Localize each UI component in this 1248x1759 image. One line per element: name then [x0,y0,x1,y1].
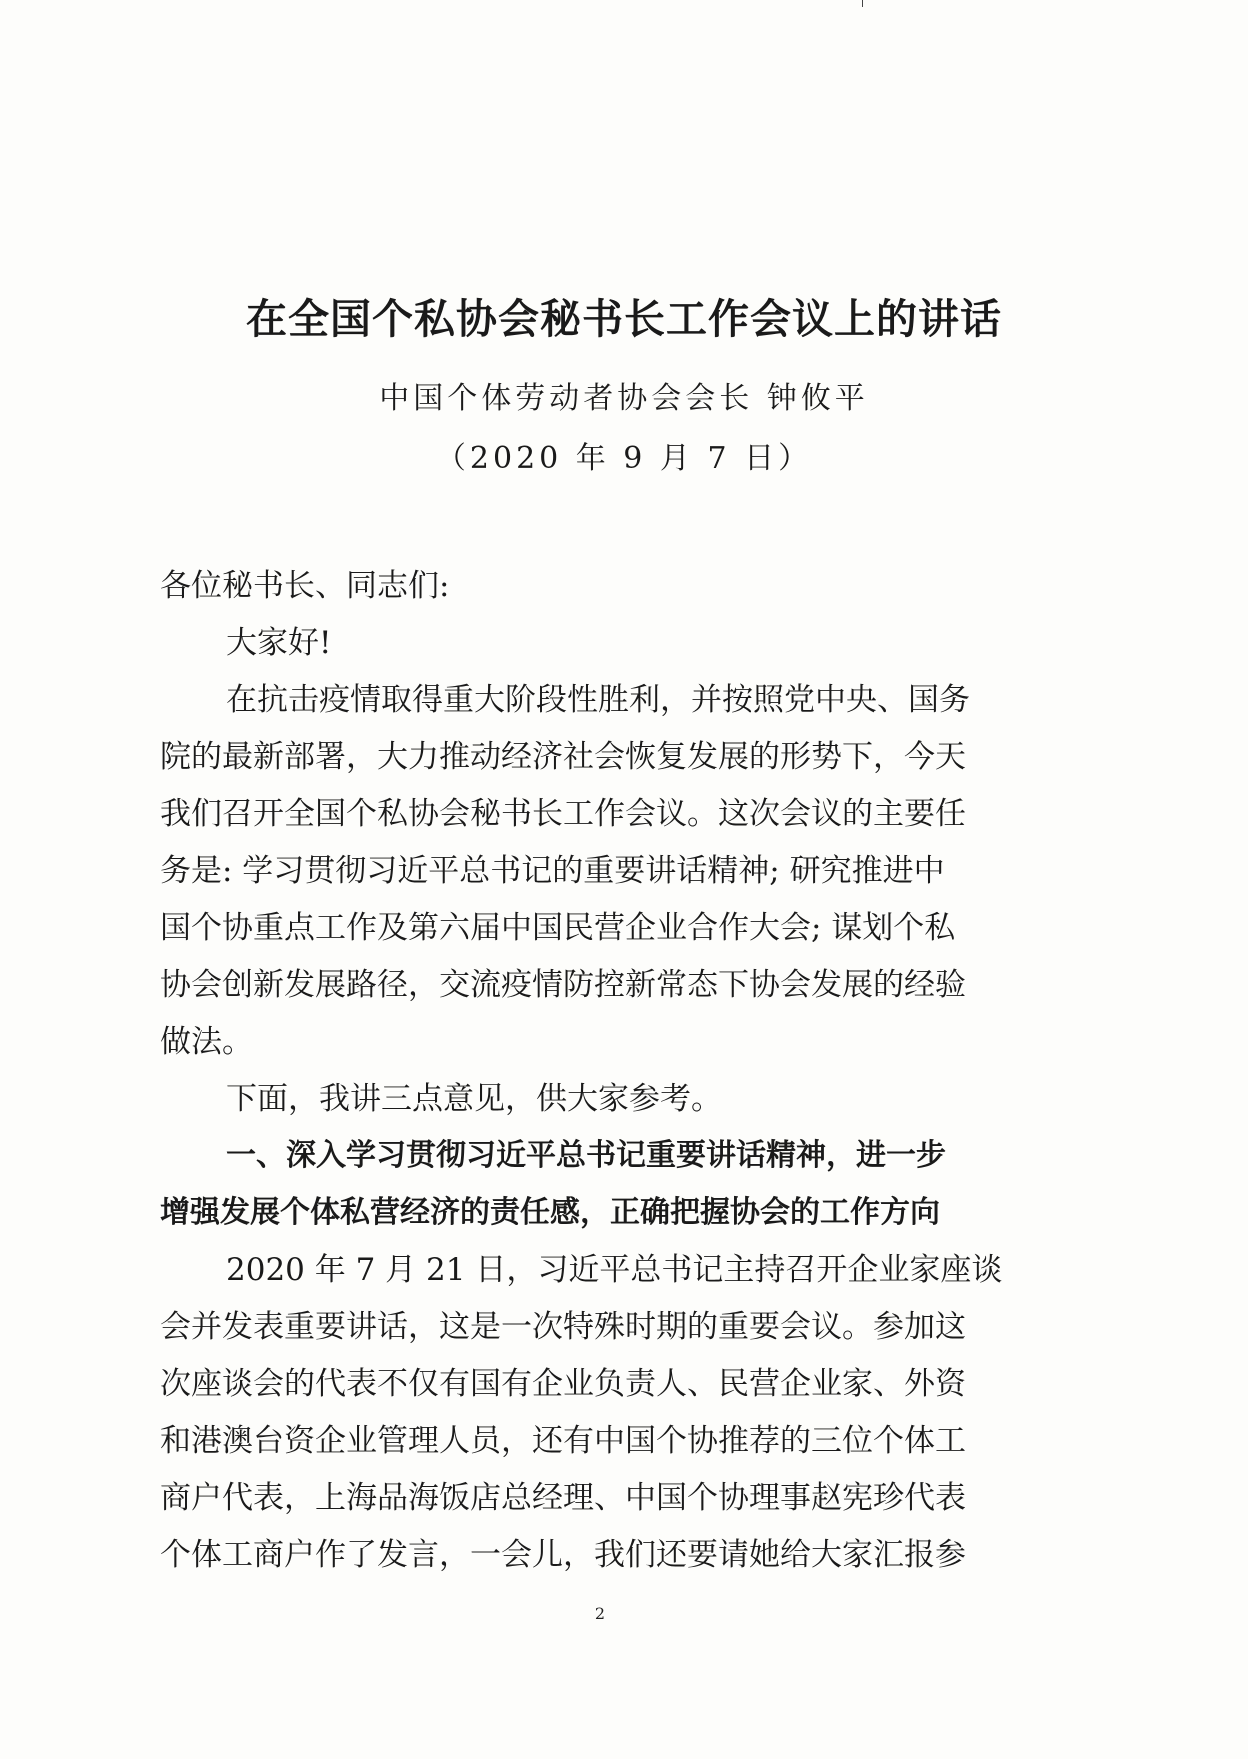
paragraph-line: 做法。 [160,1024,253,1060]
document-title: 在全国个私协会秘书长工作会议上的讲话 [246,295,1002,343]
paragraph-line: 个体工商户作了发言，一会儿，我们还要请她给大家汇报参 [160,1537,966,1573]
paragraph-line: 务是: 学习贯彻习近平总书记的重要讲话精神; 研究推进中 [160,853,945,889]
scan-mark [862,0,863,7]
page-number: 2 [594,1604,606,1623]
author-line: 中国个体劳动者协会会长 钟攸平 [379,381,869,416]
paragraph-line: 协会创新发展路径，交流疫情防控新常态下协会发展的经验 [160,967,966,1003]
paragraph-line: 次座谈会的代表不仅有国有企业负责人、民营企业家、外资 [160,1366,966,1402]
paragraph-line: 下面，我讲三点意见，供大家参考。 [226,1081,722,1117]
date-line: （2020 年 9 月 7 日） [435,441,813,476]
paragraph-line: 在抗击疫情取得重大阶段性胜利，并按照党中央、国务 [226,682,970,718]
paragraph-line: 国个协重点工作及第六届中国民营企业合作大会; 谋划个私 [160,910,956,946]
salutation: 各位秘书长、同志们: [160,568,450,604]
paragraph-line: 院的最新部署，大力推动经济社会恢复发展的形势下，今天 [160,739,966,775]
section-heading: 一、深入学习贯彻习近平总书记重要讲话精神，进一步 [226,1138,946,1173]
greeting: 大家好! [226,625,332,661]
paragraph-line: 2020 年 7 月 21 日，习近平总书记主持召开企业家座谈 [226,1252,1003,1288]
section-heading: 增强发展个体私营经济的责任感，正确把握协会的工作方向 [160,1195,940,1230]
paragraph-line: 商户代表，上海品海饭店总经理、中国个协理事赵宪珍代表 [160,1480,966,1516]
paragraph-line: 和港澳台资企业管理人员，还有中国个协推荐的三位个体工 [160,1423,966,1459]
paragraph-line: 我们召开全国个私协会秘书长工作会议。这次会议的主要任 [160,796,966,832]
paragraph-line: 会并发表重要讲话，这是一次特殊时期的重要会议。参加这 [160,1309,966,1345]
